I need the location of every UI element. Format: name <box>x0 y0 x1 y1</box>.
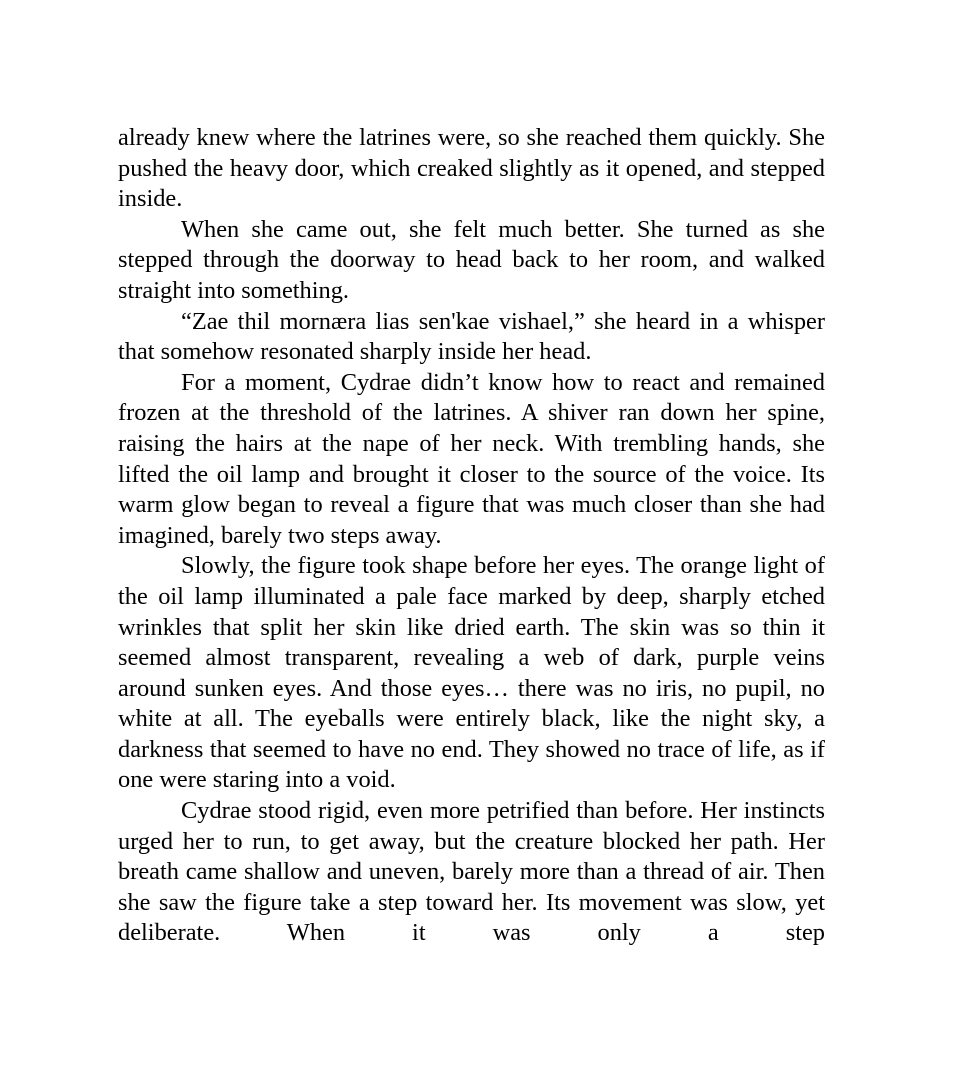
document-page <box>118 123 825 949</box>
paragraph-dialogue: “Zae thil mornæra lias sen'kae vishael,” she heard in a whisper that somehow resonated sharply inside her head. <box>118 307 825 366</box>
paragraph: For a moment, Cydrae didn’t know how to react and remained frozen at the threshold of the latrines. A shiver ran down her spine, raising the hairs at the nape of her neck. With trembling hands, she lifted the oil lamp and brought it closer to the source of the voice. Its warm glow began to reveal a figure that was much closer than she had imagined, barely two steps away. <box>118 368 825 549</box>
paragraph: Slowly, the figure took shape before her eyes. The orange light of the oil lamp illuminated a pale face marked by deep, sharply etched wrinkles that split her skin like dried earth. The skin was so thin it seemed almost transparent, revealing a web of dark, purple veins around sunken eyes. And those eyes… there was no iris, no pupil, no white at all. The eyeballs were entirely black, like the night sky, a darkness that seemed to have no end. They showed no trace of life, as if one were staring into a void. <box>118 552 825 794</box>
paragraph-continuation: already knew where the latrines were, so she reached them quickly. She pushed the heavy door, which creaked slightly as it opened, and stepped inside. <box>118 124 825 213</box>
paragraph-continues: Cydrae stood rigid, even more petrified than before. Her instincts urged her to run, to get away, but the creature blocked her path. Her breath came shallow and uneven, barely more than a thread of air. Then she saw the figure take a step toward her. Its movement was slow, yet deliberate. When it was only a step <box>118 797 825 947</box>
paragraph: When she came out, she felt much better. She turned as she stepped through the doorway to head back to her room, and walked straight into something. <box>118 215 825 304</box>
